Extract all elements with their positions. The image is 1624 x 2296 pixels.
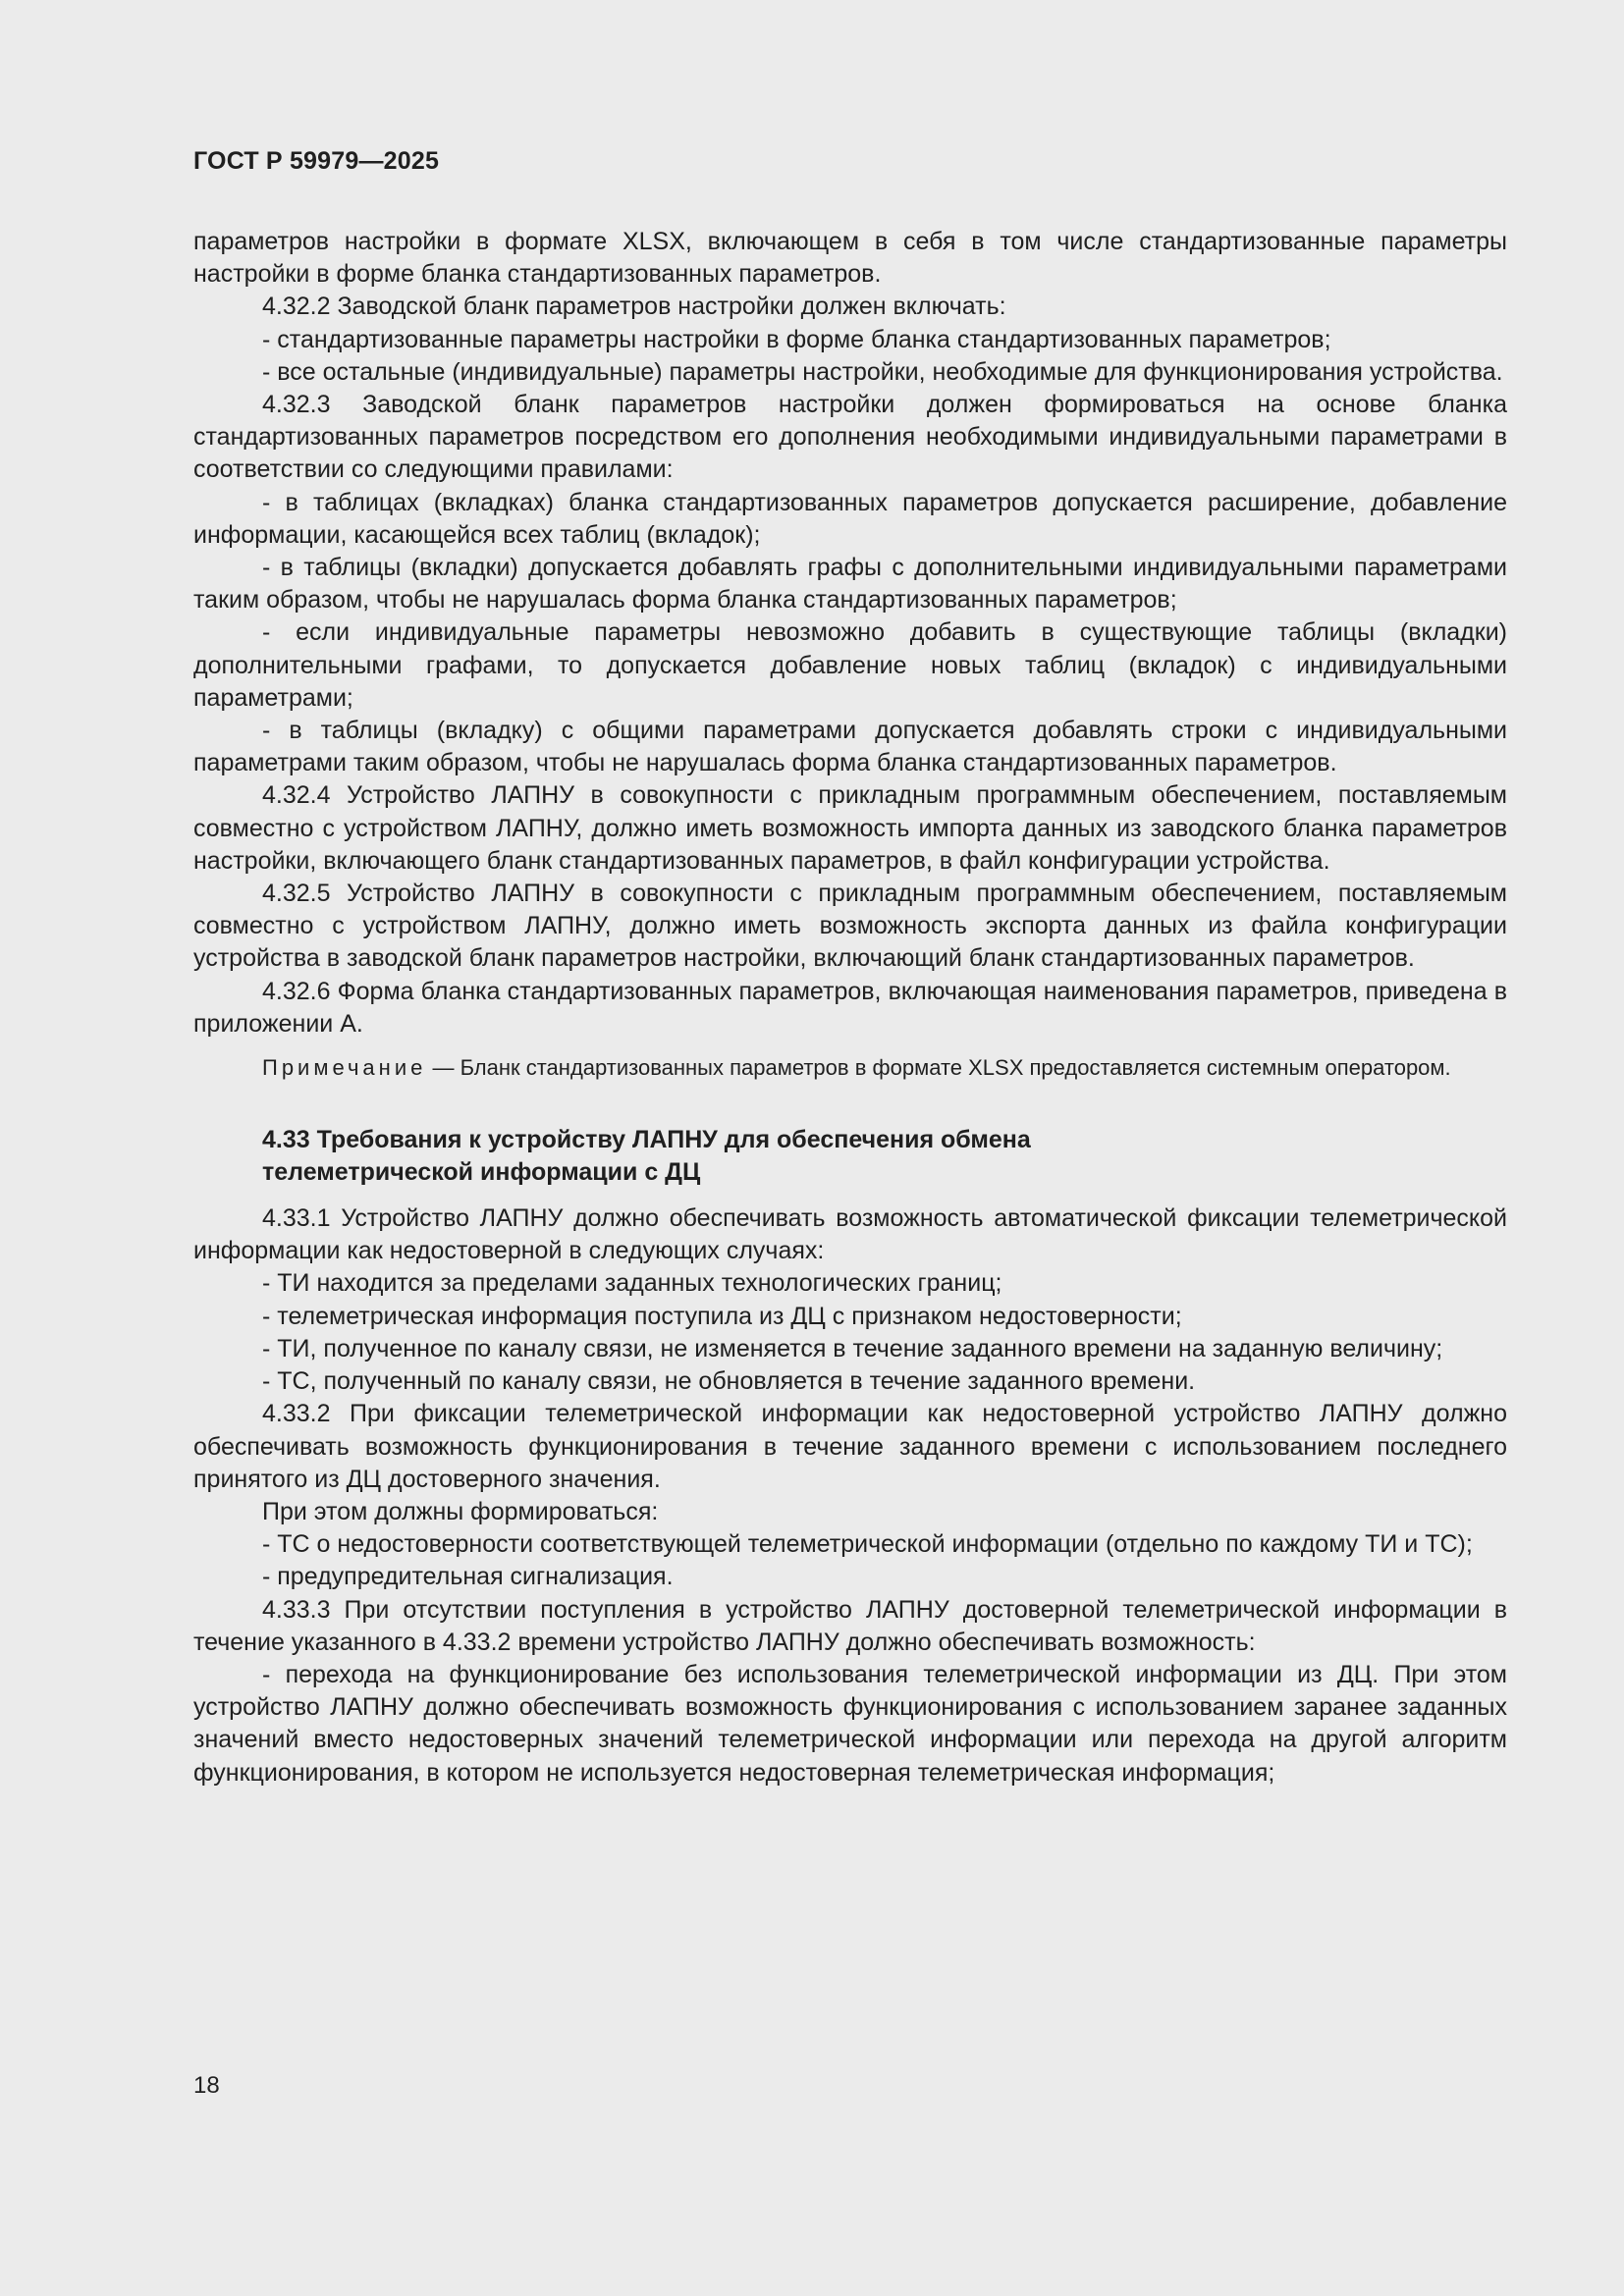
note-text: Бланк стандартизованных параметров в формате XLSX предоставляется системным оператором. bbox=[460, 1055, 1451, 1081]
list-item: - ТС, полученный по каналу связи, не обновляется в течение заданного времени. bbox=[262, 1367, 1196, 1396]
list-item: - в таблицы (вкладку) с общими параметрами допускается добавлять строки с индивидуальными параметрами таким образом, чтобы не нарушалась форма бланка стандартизованных параметров. bbox=[193, 717, 1507, 777]
paragraph: 4.32.5 Устройство ЛАПНУ в совокупности с прикладным программным обеспечением, поставляемым совместно с устройством ЛАПНУ, должно иметь возможность экспорта данных из файла конфигурации устройства в заводской бланк параметров настройки, включающий бланк стандартизованных параметров. bbox=[193, 880, 1507, 973]
note-label: Примечание bbox=[262, 1055, 427, 1081]
list-item: - ТИ, полученное по каналу связи, не изменяется в течение заданного времени на заданную величину; bbox=[262, 1334, 1443, 1362]
paragraph: 4.32.2 Заводской бланк параметров настройки должен включать: bbox=[262, 293, 1006, 321]
paragraph: 4.32.6 Форма бланка стандартизованных параметров, включающая наименования параметров, приведена в приложении А. bbox=[193, 977, 1507, 1038]
paragraph: 4.32.4 Устройство ЛАПНУ в совокупности с прикладным программным обеспечением, поставляемым совместно с устройством ЛАПНУ, должно иметь возможность импорта данных из заводского бланка параметров настройки, включающего бланк стандартизованных параметров, в файл конфигурации устройства. bbox=[193, 781, 1507, 875]
list-item: - в таблицах (вкладках) бланка стандартизованных параметров допускается расширение, добавление информации, касающейся всех таблиц (вкладок); bbox=[193, 488, 1507, 549]
list-item: - перехода на функционирование без использования телеметрической информации из ДЦ. При этом устройство ЛАПНУ должно обеспечивать возможность функционирования с использованием заранее заданных значений вместо недостоверных значений телеметрической информации или перехода на другой алгоритм функционирования, в котором не используется недостоверная телеметрическая информация; bbox=[193, 1660, 1507, 1787]
note bbox=[193, 1052, 1507, 1083]
document-body bbox=[193, 226, 1507, 1789]
list-item: - ТС о недостоверности соответствующей телеметрической информации (отдельно по каждому ТИ и ТС); bbox=[262, 1530, 1473, 1559]
page-number: 18 bbox=[193, 2072, 220, 2099]
note-dash: — bbox=[426, 1055, 460, 1081]
list-item: - телеметрическая информация поступила из ДЦ с признаком недостоверности; bbox=[262, 1302, 1182, 1330]
section-title-line2: телеметрической информации с ДЦ bbox=[262, 1158, 701, 1187]
list-item: - в таблицы (вкладки) допускается добавлять графы с дополнительными индивидуальными параметрами таким образом, чтобы не нарушалась форма бланка стандартизованных параметров; bbox=[193, 554, 1507, 614]
paragraph: 4.33.2 При фиксации телеметрической информации как недостоверной устройство ЛАПНУ должно обеспечивать возможность функционирования в течение заданного времени с использованием последнего принятого из ДЦ достоверного значения. bbox=[193, 1400, 1507, 1493]
list-item: - ТИ находится за пределами заданных технологических границ; bbox=[262, 1269, 1002, 1298]
paragraph: 4.32.3 Заводской бланк параметров настройки должен формироваться на основе бланка стандартизованных параметров посредством его дополнения необходимыми индивидуальными параметрами в соответствии со следующими правилами: bbox=[193, 391, 1507, 484]
document-header: ГОСТ Р 59979—2025 bbox=[193, 147, 440, 175]
list-item: - предупредительная сигнализация. bbox=[262, 1563, 674, 1591]
section-heading bbox=[193, 1124, 1507, 1189]
list-item: - стандартизованные параметры настройки в форме бланка стандартизованных параметров; bbox=[262, 325, 1331, 353]
paragraph: 4.33.3 При отсутствии поступления в устройство ЛАПНУ достоверной телеметрической информации в течение указанного в 4.33.2 времени устройство ЛАПНУ должно обеспечивать возможность: bbox=[193, 1595, 1507, 1656]
list-item: - если индивидуальные параметры невозможно добавить в существующие таблицы (вкладки) дополнительными графами, то допускается добавление новых таблиц (вкладок) с индивидуальными параметрами; bbox=[193, 618, 1507, 712]
paragraph: При этом должны формироваться: bbox=[262, 1497, 659, 1525]
paragraph: параметров настройки в формате XLSX, включающем в себя в том числе стандартизованные параметры настройки в форме бланка стандартизованных параметров. bbox=[193, 228, 1507, 289]
section-title-line1: 4.33 Требования к устройству ЛАПНУ для обеспечения обмена bbox=[262, 1126, 1031, 1154]
list-item: - все остальные (индивидуальные) параметры настройки, необходимые для функционирования устройства. bbox=[262, 357, 1503, 386]
paragraph: 4.33.1 Устройство ЛАПНУ должно обеспечивать возможность автоматической фиксации телеметрической информации как недостоверной в следующих случаях: bbox=[193, 1204, 1507, 1265]
